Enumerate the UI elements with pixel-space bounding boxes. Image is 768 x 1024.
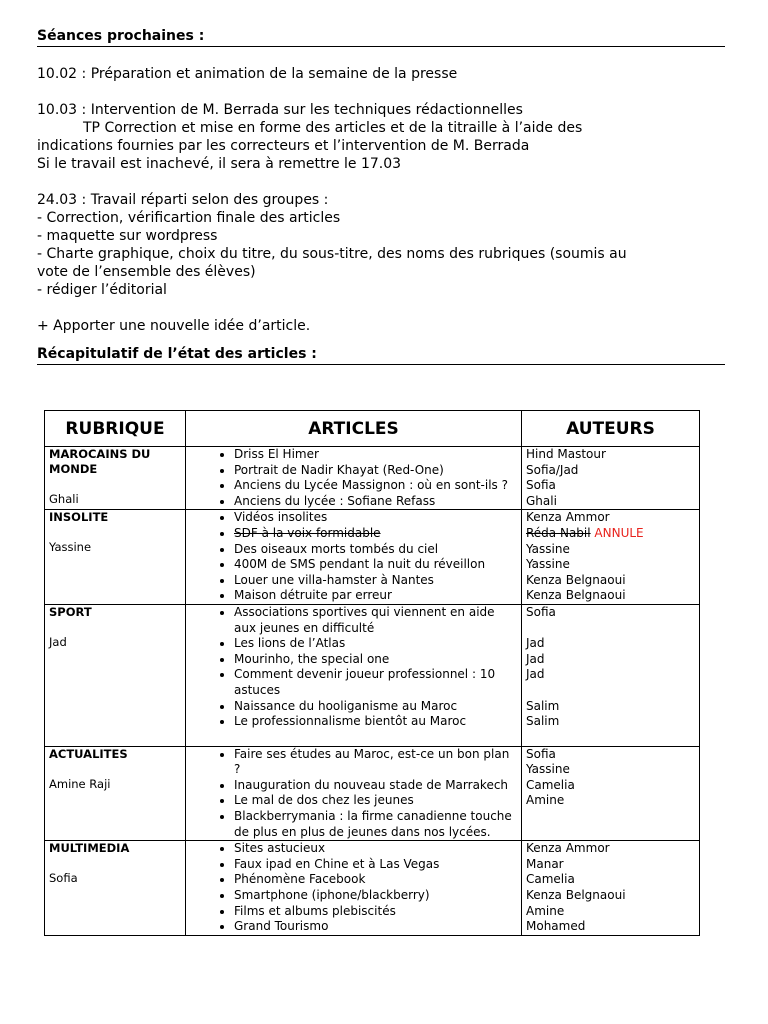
auteurs-cell bbox=[522, 447, 700, 510]
articles-cell bbox=[186, 746, 522, 841]
rubrique-name: MAROCAINS DU MONDE bbox=[49, 447, 151, 476]
author-cancelled: Réda Nabil bbox=[526, 525, 591, 540]
author: Yassine bbox=[526, 762, 570, 777]
article-item: • Le professionnalisme bientôt au Maroc bbox=[234, 714, 517, 730]
articles-cell bbox=[186, 510, 522, 605]
rubrique-responsable: Amine Raji bbox=[49, 776, 111, 791]
author-cancelled-line bbox=[526, 526, 695, 542]
auteurs-cell bbox=[522, 746, 700, 841]
author: Manar bbox=[526, 856, 564, 871]
seance-item: - rédiger l’éditorial bbox=[37, 282, 167, 298]
author: Ghali bbox=[526, 493, 557, 508]
author: Sofia bbox=[526, 604, 556, 619]
author: Salim bbox=[526, 698, 560, 713]
author: Kenza Ammor bbox=[526, 841, 610, 856]
author: Hind Mastour bbox=[526, 447, 606, 461]
article-item: • Smartphone (iphone/blackberry) bbox=[234, 888, 517, 904]
seance-item: 10.03 : Intervention de M. Berrada sur les techniques rédactionnelles bbox=[37, 102, 523, 118]
rubrique-name: INSOLITE bbox=[49, 510, 109, 525]
section-title-seances: Séances prochaines : bbox=[37, 27, 725, 47]
seance-item: 10.02 : Préparation et animation de la semaine de la presse bbox=[37, 66, 458, 82]
author: Mohamed bbox=[526, 919, 586, 934]
author: Jad bbox=[526, 636, 545, 651]
article-item: • Grand Tourismo bbox=[234, 919, 517, 935]
auteurs-cell bbox=[522, 510, 700, 605]
author: Camelia bbox=[526, 872, 575, 887]
auteurs-cell bbox=[522, 841, 700, 936]
article-item: • Anciens du Lycée Massignon : où en sont-ils ? bbox=[234, 478, 517, 494]
table-row bbox=[45, 746, 700, 841]
author: Yassine bbox=[526, 557, 570, 572]
articles-cell bbox=[186, 447, 522, 510]
seance-item: indications fournies par les correcteurs et l’intervention de M. Berrada bbox=[37, 138, 530, 154]
author: Sofia/Jad bbox=[526, 462, 579, 477]
rubrique-name: MULTIMEDIA bbox=[49, 841, 130, 856]
article-item: • Portrait de Nadir Khayat (Red-One) bbox=[234, 463, 517, 479]
rubrique-cell bbox=[45, 604, 186, 746]
author: Amine bbox=[526, 903, 565, 918]
author: Kenza Ammor bbox=[526, 510, 610, 525]
article-item: • Vidéos insolites bbox=[234, 510, 517, 526]
rubrique-responsable: Sofia bbox=[49, 871, 78, 886]
table-row bbox=[45, 604, 700, 746]
article-item: • Maison détruite par erreur bbox=[234, 588, 517, 604]
author: Camelia bbox=[526, 777, 575, 792]
article-item: • Blackberrymania : la firme canadienne touche de plus en plus de jeunes dans nos lycées. bbox=[234, 809, 517, 840]
table-row bbox=[45, 447, 700, 510]
articles-cell bbox=[186, 604, 522, 746]
seance-item: + Apporter une nouvelle idée d’article. bbox=[37, 318, 311, 334]
section-title-recap: Récapitulatif de l’état des articles : bbox=[37, 345, 725, 365]
seance-item: TP Correction et mise en forme des articles et de la titraille à l’aide des bbox=[83, 120, 583, 136]
seance-item: 24.03 : Travail réparti selon des groupes : bbox=[37, 192, 329, 208]
article-item: • Anciens du lycée : Sofiane Refass bbox=[234, 494, 517, 510]
article-item: • Louer une villa-hamster à Nantes bbox=[234, 573, 517, 589]
rubrique-cell bbox=[45, 510, 186, 605]
article-item: • Les lions de l’Atlas bbox=[234, 636, 517, 652]
article-item: • Driss El Himer bbox=[234, 447, 517, 463]
author: Jad bbox=[526, 651, 545, 666]
article-item: • Mourinho, the special one bbox=[234, 652, 517, 668]
article-item: • Des oiseaux morts tombés du ciel bbox=[234, 542, 517, 558]
author: Sofia bbox=[526, 746, 556, 761]
table-row bbox=[45, 510, 700, 605]
author: Kenza Belgnaoui bbox=[526, 572, 626, 587]
article-item: • Naissance du hooliganisme au Maroc bbox=[234, 699, 517, 715]
annule-label: ANNULE bbox=[594, 525, 644, 540]
article-item: • Le mal de dos chez les jeunes bbox=[234, 793, 517, 809]
article-item: • Sites astucieux bbox=[234, 841, 517, 857]
article-item: • Faire ses études au Maroc, est-ce un bon plan ? bbox=[234, 747, 517, 778]
rubrique-cell bbox=[45, 841, 186, 936]
seance-item: - Charte graphique, choix du titre, du sous-titre, des noms des rubriques (soumis au bbox=[37, 246, 627, 262]
rubrique-cell bbox=[45, 447, 186, 510]
author: Jad bbox=[526, 667, 545, 682]
article-item: • Faux ipad en Chine et à Las Vegas bbox=[234, 857, 517, 873]
author: Sofia bbox=[526, 478, 556, 493]
header-rubrique: RUBRIQUE bbox=[45, 411, 186, 447]
author: Kenza Belgnaoui bbox=[526, 888, 626, 903]
article-item: • 400M de SMS pendant la nuit du réveillon bbox=[234, 557, 517, 573]
header-auteurs: AUTEURS bbox=[522, 411, 700, 447]
author: Salim bbox=[526, 714, 560, 729]
seance-item: - Correction, vérificartion finale des articles bbox=[37, 210, 341, 226]
seance-item: - maquette sur wordpress bbox=[37, 228, 218, 244]
table-header-row bbox=[45, 411, 700, 447]
rubrique-cell bbox=[45, 746, 186, 841]
article-item: • Inauguration du nouveau stade de Marrakech bbox=[234, 778, 517, 794]
article-item-cancelled: • SDF à la voix formidable bbox=[234, 526, 517, 542]
author: Yassine bbox=[526, 541, 570, 556]
table-row bbox=[45, 841, 700, 936]
article-item: • Comment devenir joueur professionnel : 10 astuces bbox=[234, 667, 517, 698]
article-item: • Associations sportives qui viennent en aide aux jeunes en difficulté bbox=[234, 605, 517, 636]
auteurs-cell bbox=[522, 604, 700, 746]
article-item: • Films et albums plebiscités bbox=[234, 904, 517, 920]
rubrique-name: ACTUALITES bbox=[49, 746, 128, 761]
seance-item: vote de l’ensemble des élèves) bbox=[37, 264, 256, 280]
header-articles: ARTICLES bbox=[186, 411, 522, 447]
document-page bbox=[37, 0, 725, 934]
articles-cell bbox=[186, 841, 522, 936]
rubrique-responsable: Yassine bbox=[49, 540, 92, 555]
articles-table bbox=[44, 410, 700, 936]
rubrique-responsable: Ghali bbox=[49, 492, 79, 506]
rubrique-responsable: Jad bbox=[49, 634, 67, 649]
article-item: • Phénomène Facebook bbox=[234, 872, 517, 888]
seance-item: Si le travail est inachevé, il sera à remettre le 17.03 bbox=[37, 156, 402, 172]
author: Amine bbox=[526, 793, 565, 808]
rubrique-name: SPORT bbox=[49, 604, 92, 619]
author: Kenza Belgnaoui bbox=[526, 588, 626, 603]
